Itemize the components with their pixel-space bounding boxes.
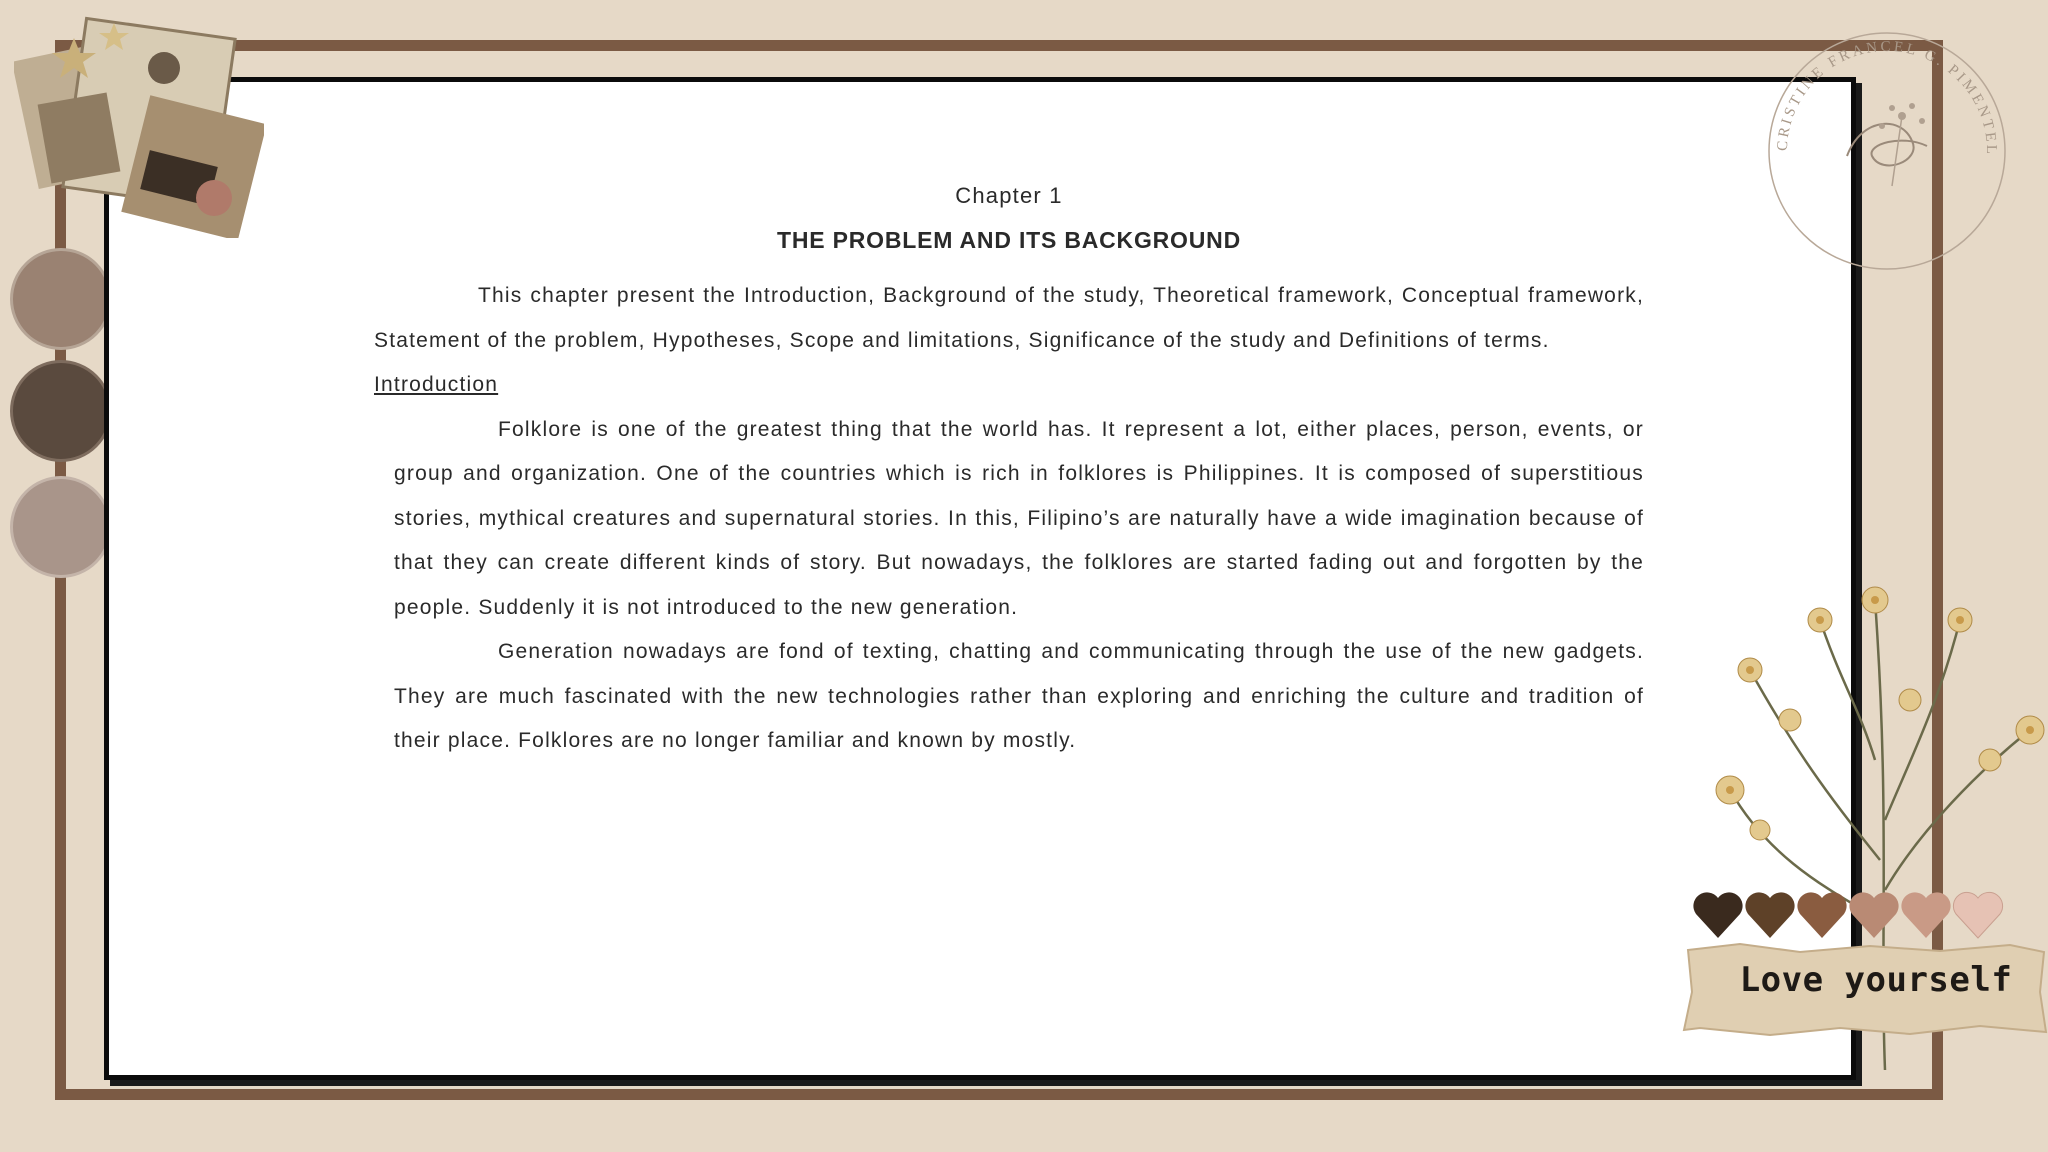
signature-stamp-logo (1752, 16, 2022, 286)
svg-text:CRISTINE FRANCEL G. PIMENTEL: CRISTINE FRANCEL G. PIMENTEL (1774, 39, 2000, 157)
chapter-title: THE PROBLEM AND ITS BACKGROUND (777, 227, 1241, 253)
decorative-circle-dark (10, 360, 112, 462)
decorative-circle-light (10, 248, 112, 350)
hearts-decoration-image (1690, 886, 2010, 946)
body-paragraph-2: Generation nowadays are fond of texting, chatting and communicating through the use of the new gadgets. They are much fascinated with the new technologies rather than exploring and enriching the culture and tradition of their place. Folklores are no longer familiar and known by mostly. (394, 640, 1644, 752)
decorative-circle-pale (10, 476, 112, 578)
document-page (374, 183, 1644, 764)
tag-label: Love yourself (1739, 960, 2013, 1000)
body-paragraph-1: Folklore is one of the greatest thing that the world has. It represent a lot, either places, person, events, or group and organization. One of the countries which is rich in folklores is Philippines. It is composed of superstitious stories, mythical creatures and supernatural stories. In this, Filipino’s are naturally have a wide imagination because of that they can create different kinds of story. But nowadays, the folklores are started fading out and forgotten by the people. Suddenly it is not introduced to the new generation. (394, 417, 1644, 619)
overview-paragraph: This chapter present the Introduction, Background of the study, Theoretical framework, Conceptual framework, Statement of the problem, Hypotheses, Scope and limitations, Significance of the study and Definitions of terms. (374, 284, 1644, 352)
section-heading: Introduction (374, 373, 499, 396)
scrapbook-collage-image (14, 8, 264, 238)
chapter-label: Chapter 1 (955, 183, 1063, 208)
